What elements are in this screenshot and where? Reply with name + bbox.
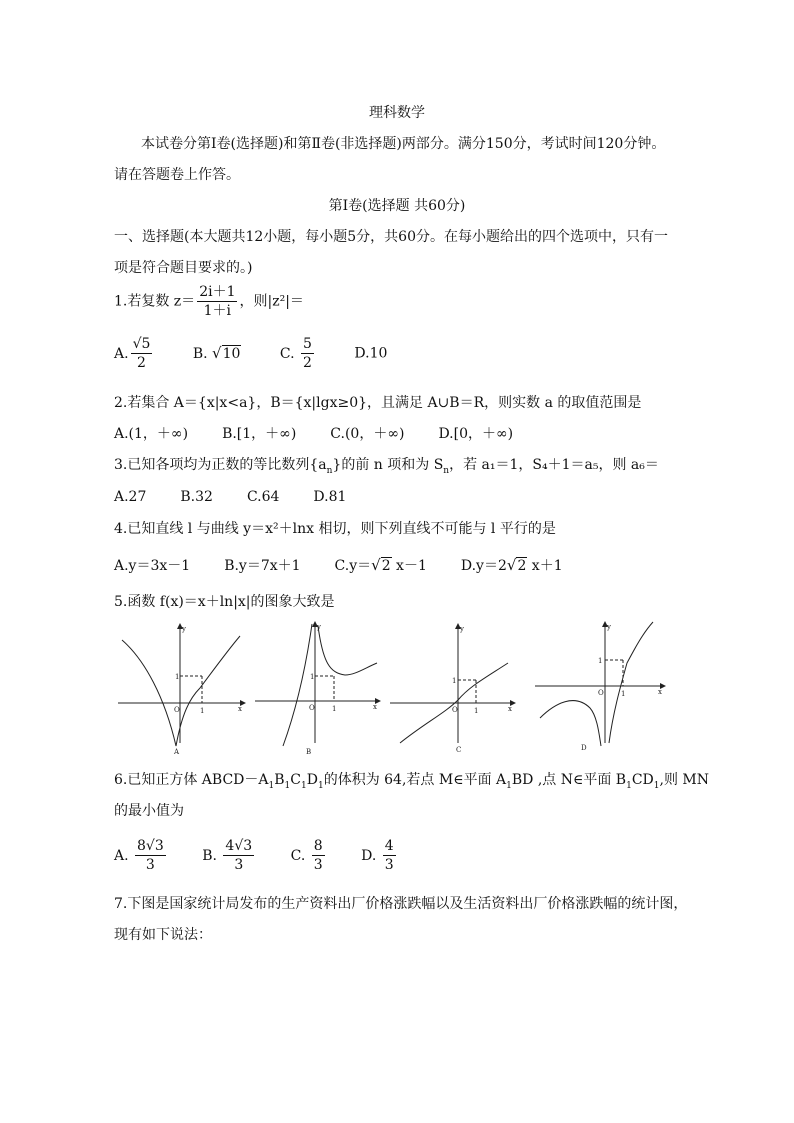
part1-instructions-1: 一、选择题(本大题共12小题，每小题5分，共60分。在每小题给出的四个选项中，只有一 (114, 229, 668, 245)
question-6-options (114, 838, 398, 873)
svg-text:C: C (456, 746, 462, 754)
intro-line-2: 请在答题卷上作答。 (114, 167, 240, 183)
q4-option-a: A.y＝3x－1 (114, 558, 191, 574)
question-7-line-2: 现有如下说法： (114, 927, 212, 943)
q1-option-d: D.10 (354, 345, 388, 362)
q3-option-a: A.27 (114, 489, 147, 505)
svg-text:O: O (309, 704, 315, 712)
svg-text:1: 1 (200, 707, 205, 715)
question-1-options (114, 336, 387, 371)
section-heading: 第Ⅰ卷(选择题 共60分) (328, 198, 466, 214)
svg-text:y: y (460, 625, 464, 633)
q4-option-b: B.y＝7x＋1 (224, 558, 301, 574)
svg-text:x: x (658, 688, 662, 696)
question-7: 7.下图是国家统计局发布的生产资料出厂价格涨跌幅以及生活资料出厂价格涨跌幅的统计图， (114, 896, 688, 912)
q6-option-a: A. $\frac{8√3}{3}$ (114, 838, 164, 874)
q1-option-b: B. √10 (192, 343, 241, 362)
question-3: 3.已知各项均为正数的等比数列$\{a_n\}$的前 n 项和为 $S_n$，若 a₁＝1，S₄＋1＝a₅，则 a₆＝ (114, 457, 659, 476)
svg-text:1: 1 (452, 677, 457, 685)
svg-text:B: B (306, 748, 312, 756)
svg-text:1: 1 (332, 705, 337, 713)
svg-text:y: y (182, 625, 186, 633)
q4-option-d: D.y＝2√2 x＋1 (460, 556, 563, 574)
question-2-options (114, 427, 513, 441)
svg-text:O: O (452, 706, 458, 714)
q1-fraction: $\frac{2i+1}{1+i}$ (199, 284, 236, 320)
question-1: 1.若复数 z＝ $\frac{2i+1}{1+i}$ ，则|z²|＝ (114, 284, 304, 320)
question-5: 5.函数 f(x)＝x＋ln|x|的图象大致是 (114, 594, 335, 610)
q3-option-b: B.32 (180, 489, 213, 505)
q3-option-d: D.81 (313, 489, 347, 505)
q2-option-c: C.(0，＋∞) (330, 426, 405, 442)
question-3-options (114, 490, 346, 504)
q1-option-c: C. $\frac{5}{2}$ (279, 336, 312, 372)
q2-option-a: A.(1，＋∞) (114, 426, 189, 442)
q1-option-a: A. $\frac{√5}{2}$ (114, 336, 151, 372)
part1-instructions-2: 项是符合题目要求的。) (114, 260, 253, 276)
q5-graph-a (118, 624, 245, 756)
question-2: 2.若集合 A＝{x|x<a}，B＝{x|lgx≥0}，且满足 A∪B＝R，则实数 a 的取值范围是 (114, 395, 642, 411)
q6-option-c: C. $\frac{8}{3}$ (290, 838, 323, 874)
svg-text:y: y (607, 623, 611, 631)
svg-text:1: 1 (175, 673, 180, 681)
question-6-line-2: 的最小值为 (114, 803, 184, 819)
svg-text:A: A (174, 748, 180, 756)
q2-option-b: B.[1，＋∞) (222, 426, 297, 442)
svg-text:O: O (174, 706, 180, 714)
question-4-options (114, 558, 563, 573)
svg-text:x: x (238, 705, 242, 713)
question-4: 4.已知直线 l 与曲线 y＝x²＋lnx 相切，则下列直线不可能与 l 平行的是 (114, 521, 556, 537)
q2-option-d: D.[0，＋∞) (438, 426, 514, 442)
q5-graph-b (255, 622, 380, 756)
q4-option-c: C.y＝√2 x－1 (334, 556, 427, 574)
svg-text:1: 1 (598, 657, 603, 665)
q3-option-c: C.64 (246, 489, 280, 505)
q6-option-b: B. $\frac{4√3}{3}$ (202, 838, 253, 874)
svg-text:1: 1 (310, 673, 315, 681)
q6-option-d: D. $\frac{4}{3}$ (361, 838, 394, 874)
svg-text:1: 1 (474, 707, 479, 715)
svg-text:D: D (581, 744, 587, 752)
q5-option-graphs (110, 618, 680, 758)
intro-line-1: 本试卷分第Ⅰ卷(选择题)和第Ⅱ卷(非选择题)两部分。满分150分，考试时间120分钟。 (141, 136, 666, 152)
q5-graph-c (390, 624, 515, 754)
svg-text:1: 1 (621, 690, 626, 698)
page-title: 理科数学 (369, 105, 425, 121)
svg-text:O: O (598, 689, 604, 697)
q5-graph-d (535, 622, 665, 752)
svg-text:y: y (317, 623, 321, 631)
svg-text:x: x (373, 703, 377, 711)
svg-text:x: x (508, 705, 512, 713)
question-6: 6.已知正方体 $ABCD-A_1B_1C_1D_1$的体积为 64,若点 M∈平面 $A_1BD$ ,点 N∈平面 $B_1CD_1$,则 MN (114, 772, 709, 791)
